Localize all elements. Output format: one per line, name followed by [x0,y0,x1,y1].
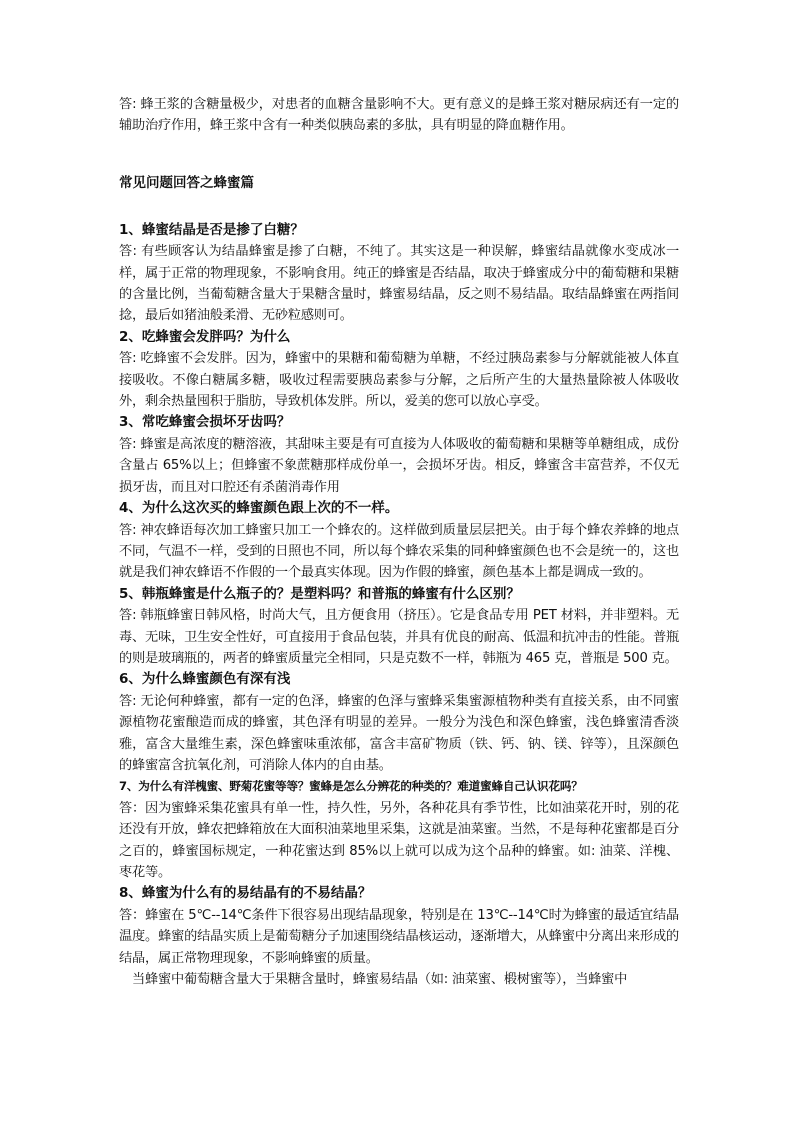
faq-answer-continuation: 当蜂蜜中葡萄糖含量大于果糖含量时，蜂蜜易结晶（如: 油菜蜜、椴树蜜等），当蜂蜜中 [132,972,628,988]
faq-item-6 [119,669,679,776]
faq-question: 6、为什么蜂蜜颜色有深有浅 [119,671,291,688]
document-body [119,94,679,990]
faq-answer: 答: 无论何种蜂蜜，都有一定的色泽，蜂蜜的色泽与蜜蜂采集蜜源植物种类有直接关系，由不同蜜源植物花蜜酿造而成的蜂蜜，其色泽有明显的差异。一般分为浅色和深色蜂蜜，浅色蜂蜜清香淡雅，富含大量维生素，深色蜂蜜味重浓郁，富含丰富矿物质（铁、钙、钠、镁、锌等），且深颜色的蜂蜜富含抗氧化剂，可消除人体内的自由基。 [119,693,679,773]
faq-item-1 [119,220,679,327]
faq-answer: 答: 有些顾客认为结晶蜂蜜是掺了白糖，不纯了。其实这是一种误解，蜂蜜结晶就像水变成冰一样，属于正常的物理现象，不影响食用。纯正的蜂蜜是否结晶，取决于蜂蜜成分中的葡萄糖和果糖的含量比例，当葡萄糖含量大于果糖含量时，蜂蜜易结晶，反之则不易结晶。取结晶蜂蜜在两指间捻，最后如猪油般柔滑、无砂粒感则可。 [119,244,679,324]
faq-item-8 [119,883,679,990]
intro-paragraph: 答: 蜂王浆的含糖量极少，对患者的血糖含量影响不大。更有意义的是蜂王浆对糖尿病还有一定的辅助治疗作用，蜂王浆中含有一种类似胰岛素的多肽，具有明显的降血糖作用。 [119,97,679,134]
faq-answer: 答：蜂蜜在 5℃--14℃条件下很容易出现结晶现象，特别是在 13℃--14℃时为蜂蜜的最适宜结晶温度。蜂蜜的结晶实质上是葡萄糖分子加速围绕结晶核运动，逐渐增大，从蜂蜜中分离出来形成的结晶，属正常物理现象，不影响蜂蜜的质量。 [119,907,679,966]
faq-question: 2、吃蜂蜜会发胖吗？为什么 [119,328,291,345]
faq-answer: 答: 神农蜂语每次加工蜂蜜只加工一个蜂农的。这样做到质量层层把关。由于每个蜂农养蜂的地点不同，气温不一样，受到的日照也不同，所以每个蜂农采集的同种蜂蜜颜色也不会是统一的，这也就是我们神农蜂语不作假的一个最真实体现。因为作假的蜂蜜，颜色基本上都是调成一致的。 [119,522,679,581]
faq-question: 1、蜂蜜结晶是否是掺了白糖？ [119,221,304,238]
faq-answer: 答: 吃蜂蜜不会发胖。因为，蜂蜜中的果糖和葡萄糖为单糖，不经过胰岛素参与分解就能被人体直接吸收。不像白糖属多糖，吸收过程需要胰岛素参与分解，之后所产生的大量热量除被人体吸收外，剩余热量囤积于脂肪，导致机体发胖。所以，爱美的您可以放心享受。 [119,351,679,410]
faq-question: 7、为什么有洋槐蜜、野菊花蜜等等？蜜蜂是怎么分辨花的种类的？难道蜜蜂自己认识花吗？ [119,779,583,794]
faq-question: 8、蜂蜜为什么有的易结晶有的不易结晶？ [119,885,372,902]
faq-question: 4、为什么这次买的蜂蜜颜色跟上次的不一样。 [119,500,399,517]
faq-question: 3、常吃蜂蜜会损坏牙齿吗？ [119,414,291,431]
faq-item-7 [119,776,679,883]
faq-item-3 [119,412,679,498]
section-title: 常见问题回答之蜂蜜篇 [119,174,254,191]
faq-answer: 答：因为蜜蜂采集花蜜具有单一性，持久性，另外，各种花具有季节性，比如油菜花开时，别的花还没有开放，蜂农把蜂箱放在大面积油菜地里采集，这就是油菜蜜。当然，不是每种花蜜都是百分之百的，蜂蜜国标规定，一种花蜜达到 85%以上就可以成为这个品种的蜂蜜。如: 油菜、洋槐、枣花等。 [119,800,679,880]
faq-question: 5、韩瓶蜂蜜是什么瓶子的？是塑料吗？和普瓶的蜂蜜有什么区别？ [119,585,520,602]
faq-answer: 答: 蜂蜜是高浓度的糖溶液，其甜味主要是有可直接为人体吸收的葡萄糖和果糖等单糖组成，成份含量占 65%以上；但蜂蜜不象蔗糖那样成份单一，会损坏牙齿。相反，蜂蜜含丰富营养，不仅无损牙齿，而且对口腔还有杀菌消毒作用 [119,436,679,495]
faq-answer: 答: 韩瓶蜂蜜日韩风格，时尚大气，且方便食用（挤压）。它是食品专用 PET 材料，并非塑料。无毒、无味，卫生安全性好，可直接用于食品包装，并具有优良的耐高、低温和抗冲击的性能。普瓶的则是玻璃瓶的，两者的蜂蜜质量完全相同，只是克数不一样，韩瓶为 465 克，普瓶是 500 克。 [119,608,679,666]
faq-item-5 [119,584,679,670]
faq-item-4 [119,498,679,584]
faq-item-2 [119,327,679,413]
